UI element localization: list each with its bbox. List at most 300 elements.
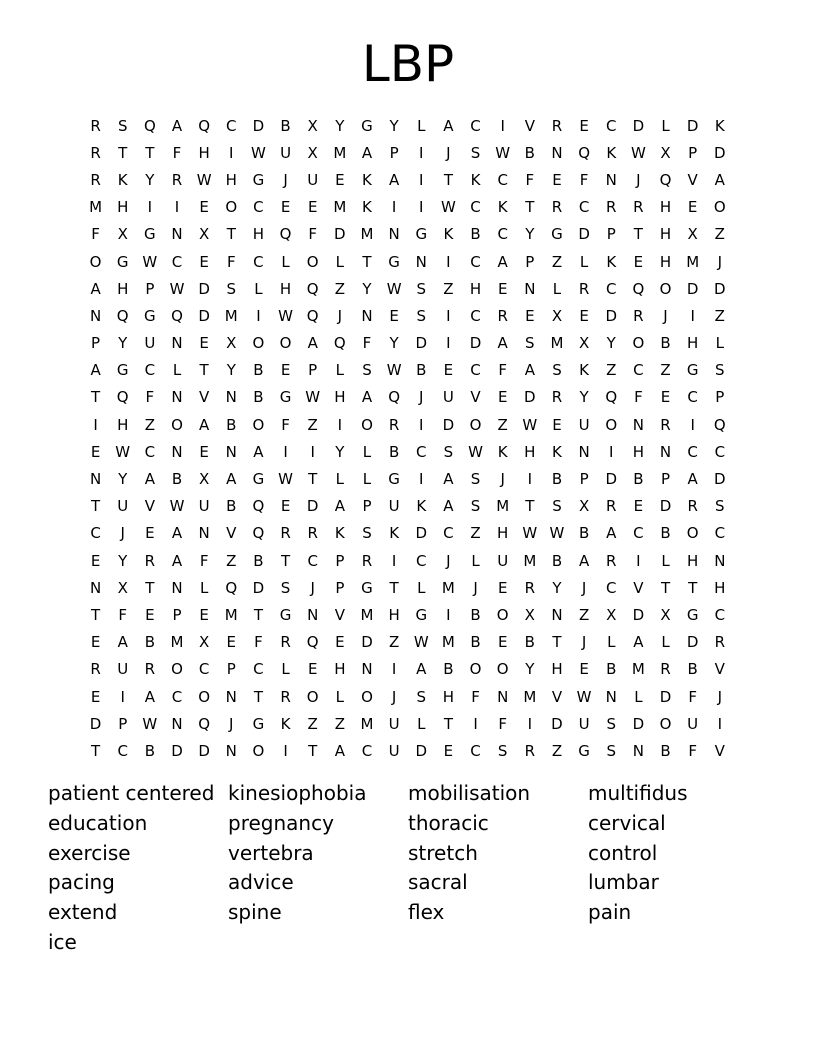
grid-letter[interactable]: G bbox=[252, 714, 265, 733]
grid-letter[interactable]: G bbox=[686, 605, 699, 624]
grid-letter[interactable]: A bbox=[443, 497, 454, 516]
grid-letter[interactable]: X bbox=[660, 143, 671, 162]
grid-letter[interactable]: C bbox=[470, 306, 481, 325]
grid-letter[interactable]: Z bbox=[334, 279, 345, 298]
grid-letter[interactable]: D bbox=[632, 714, 645, 733]
grid-letter[interactable]: O bbox=[279, 334, 292, 353]
grid-letter[interactable]: H bbox=[551, 660, 563, 679]
grid-letter[interactable]: R bbox=[633, 198, 644, 217]
grid-letter[interactable]: B bbox=[660, 741, 671, 760]
grid-letter[interactable]: S bbox=[470, 143, 481, 162]
grid-letter[interactable]: O bbox=[198, 687, 211, 706]
grid-letter[interactable]: M bbox=[441, 633, 455, 652]
grid-letter[interactable]: E bbox=[443, 361, 454, 380]
grid-letter[interactable]: N bbox=[415, 252, 427, 271]
grid-letter[interactable]: H bbox=[279, 279, 292, 298]
grid-letter[interactable]: S bbox=[497, 741, 508, 760]
grid-letter[interactable]: N bbox=[171, 578, 183, 597]
grid-letter[interactable]: D bbox=[171, 741, 183, 760]
grid-letter[interactable]: C bbox=[226, 116, 237, 135]
grid-letter[interactable]: R bbox=[144, 660, 156, 679]
grid-letter[interactable]: A bbox=[714, 170, 725, 189]
grid-letter[interactable]: A bbox=[633, 633, 644, 652]
grid-letter[interactable]: E bbox=[90, 551, 101, 570]
grid-letter[interactable]: M bbox=[523, 687, 537, 706]
grid-letter[interactable]: I bbox=[93, 415, 98, 434]
grid-letter[interactable]: B bbox=[416, 361, 427, 380]
grid-letter[interactable]: Y bbox=[389, 116, 399, 135]
grid-letter[interactable]: C bbox=[714, 524, 726, 543]
grid-letter[interactable]: B bbox=[253, 388, 264, 407]
grid-letter[interactable]: I bbox=[690, 306, 695, 325]
grid-letter[interactable]: P bbox=[335, 578, 345, 597]
grid-letter[interactable]: T bbox=[362, 252, 372, 271]
grid-letter[interactable]: X bbox=[687, 225, 698, 244]
grid-letter[interactable]: C bbox=[497, 170, 508, 189]
grid-letter[interactable]: V bbox=[633, 578, 644, 597]
grid-letter[interactable]: N bbox=[714, 551, 726, 570]
grid-letter[interactable]: V bbox=[470, 388, 481, 407]
grid-letter[interactable]: H bbox=[117, 415, 129, 434]
grid-letter[interactable]: C bbox=[361, 741, 373, 760]
grid-letter[interactable]: X bbox=[117, 225, 128, 244]
grid-letter[interactable]: X bbox=[578, 334, 590, 353]
grid-letter[interactable]: Y bbox=[226, 361, 236, 380]
grid-letter[interactable]: L bbox=[335, 470, 345, 489]
grid-letter[interactable]: R bbox=[524, 741, 536, 760]
grid-letter[interactable]: E bbox=[280, 198, 291, 217]
grid-letter[interactable]: C bbox=[171, 252, 183, 271]
grid-letter[interactable]: U bbox=[388, 714, 400, 733]
grid-letter[interactable]: F bbox=[525, 170, 535, 189]
grid-letter[interactable]: K bbox=[362, 198, 372, 217]
grid-letter[interactable]: S bbox=[443, 442, 454, 461]
grid-letter[interactable]: N bbox=[605, 687, 617, 706]
grid-letter[interactable]: Q bbox=[252, 497, 265, 516]
grid-letter[interactable]: O bbox=[686, 524, 699, 543]
grid-letter[interactable]: E bbox=[145, 605, 155, 624]
grid-letter[interactable]: C bbox=[307, 551, 318, 570]
grid-letter[interactable]: G bbox=[388, 252, 400, 271]
grid-letter[interactable]: Y bbox=[389, 334, 399, 353]
grid-letter[interactable]: L bbox=[634, 687, 643, 706]
grid-letter[interactable]: E bbox=[90, 442, 101, 461]
grid-letter[interactable]: G bbox=[116, 361, 129, 380]
grid-letter[interactable]: N bbox=[225, 741, 237, 760]
grid-letter[interactable]: E bbox=[307, 660, 318, 679]
grid-letter[interactable]: X bbox=[524, 605, 535, 624]
grid-letter[interactable]: M bbox=[170, 633, 184, 652]
grid-letter[interactable]: P bbox=[389, 143, 399, 162]
grid-letter[interactable]: A bbox=[443, 470, 454, 489]
grid-letter[interactable]: O bbox=[605, 415, 618, 434]
grid-letter[interactable]: W bbox=[142, 252, 158, 271]
grid-letter[interactable]: N bbox=[632, 415, 644, 434]
grid-letter[interactable]: K bbox=[280, 714, 291, 733]
grid-letter[interactable]: L bbox=[362, 470, 372, 489]
grid-letter[interactable]: R bbox=[551, 116, 563, 135]
grid-letter[interactable]: H bbox=[632, 442, 645, 461]
grid-letter[interactable]: Q bbox=[578, 143, 590, 162]
grid-letter[interactable]: A bbox=[144, 470, 155, 489]
grid-letter[interactable]: A bbox=[361, 143, 373, 162]
grid-letter[interactable]: N bbox=[632, 741, 644, 760]
grid-letter[interactable]: O bbox=[469, 415, 482, 434]
grid-letter[interactable]: N bbox=[171, 388, 183, 407]
grid-letter[interactable]: G bbox=[144, 306, 156, 325]
grid-letter[interactable]: O bbox=[496, 605, 509, 624]
grid-letter[interactable]: J bbox=[500, 470, 505, 489]
grid-letter[interactable]: I bbox=[473, 714, 478, 733]
grid-letter[interactable]: J bbox=[663, 306, 668, 325]
grid-letter[interactable]: B bbox=[280, 116, 291, 135]
grid-letter[interactable]: C bbox=[606, 578, 617, 597]
grid-letter[interactable]: A bbox=[90, 279, 101, 298]
grid-letter[interactable]: I bbox=[636, 551, 641, 570]
grid-letter[interactable]: P bbox=[606, 225, 616, 244]
grid-letter[interactable]: Z bbox=[660, 361, 671, 380]
grid-letter[interactable]: V bbox=[524, 116, 535, 135]
grid-letter[interactable]: M bbox=[496, 497, 510, 516]
grid-letter[interactable]: V bbox=[714, 660, 725, 679]
grid-letter[interactable]: X bbox=[198, 633, 210, 652]
grid-letter[interactable]: E bbox=[579, 660, 589, 679]
grid-letter[interactable]: L bbox=[335, 687, 345, 706]
grid-letter[interactable]: C bbox=[443, 524, 454, 543]
grid-letter[interactable]: K bbox=[579, 361, 590, 380]
grid-letter[interactable]: I bbox=[229, 143, 234, 162]
grid-letter[interactable]: N bbox=[225, 687, 237, 706]
grid-letter[interactable]: F bbox=[199, 551, 209, 570]
grid-letter[interactable]: F bbox=[172, 143, 182, 162]
grid-letter[interactable]: C bbox=[470, 116, 481, 135]
grid-letter[interactable]: E bbox=[443, 741, 454, 760]
grid-letter[interactable]: M bbox=[360, 225, 374, 244]
grid-letter[interactable]: G bbox=[686, 361, 699, 380]
grid-letter[interactable]: I bbox=[527, 714, 533, 733]
grid-letter[interactable]: I bbox=[419, 170, 424, 189]
grid-letter[interactable]: T bbox=[280, 551, 291, 570]
grid-letter[interactable]: Q bbox=[171, 306, 183, 325]
grid-letter[interactable]: Z bbox=[307, 415, 318, 434]
grid-letter[interactable]: B bbox=[606, 660, 617, 679]
grid-letter[interactable]: W bbox=[250, 143, 266, 162]
grid-letter[interactable]: L bbox=[417, 116, 426, 135]
grid-letter[interactable]: X bbox=[307, 143, 318, 162]
grid-letter[interactable]: O bbox=[496, 660, 509, 679]
grid-letter[interactable]: N bbox=[551, 143, 563, 162]
grid-letter[interactable]: T bbox=[443, 714, 453, 733]
grid-letter[interactable]: L bbox=[417, 578, 426, 597]
grid-letter[interactable]: C bbox=[470, 361, 481, 380]
grid-letter[interactable]: B bbox=[524, 633, 535, 652]
grid-letter[interactable]: C bbox=[687, 388, 698, 407]
grid-letter[interactable]: W bbox=[169, 279, 185, 298]
grid-letter[interactable]: S bbox=[416, 279, 427, 298]
grid-letter[interactable]: D bbox=[551, 714, 563, 733]
grid-letter[interactable]: Q bbox=[252, 524, 265, 543]
grid-letter[interactable]: N bbox=[171, 225, 183, 244]
grid-letter[interactable]: U bbox=[578, 714, 590, 733]
grid-letter[interactable]: H bbox=[334, 660, 346, 679]
grid-letter[interactable]: R bbox=[280, 633, 291, 652]
grid-letter[interactable]: Z bbox=[443, 279, 454, 298]
grid-letter[interactable]: Y bbox=[335, 442, 345, 461]
grid-letter[interactable]: M bbox=[523, 551, 537, 570]
grid-letter[interactable]: U bbox=[307, 170, 319, 189]
grid-letter[interactable]: P bbox=[226, 660, 236, 679]
grid-letter[interactable]: W bbox=[630, 143, 646, 162]
grid-letter[interactable]: B bbox=[253, 551, 264, 570]
grid-letter[interactable]: U bbox=[198, 497, 210, 516]
grid-letter[interactable]: Q bbox=[659, 170, 672, 189]
grid-letter[interactable]: K bbox=[606, 252, 617, 271]
grid-letter[interactable]: Y bbox=[335, 116, 345, 135]
grid-letter[interactable]: C bbox=[144, 442, 156, 461]
grid-letter[interactable]: S bbox=[470, 497, 481, 516]
grid-letter[interactable]: B bbox=[171, 470, 183, 489]
grid-letter[interactable]: T bbox=[90, 605, 101, 624]
grid-letter[interactable]: O bbox=[225, 198, 238, 217]
grid-letter[interactable]: D bbox=[306, 497, 319, 516]
grid-letter[interactable]: H bbox=[225, 170, 237, 189]
grid-letter[interactable]: N bbox=[497, 687, 509, 706]
grid-letter[interactable]: D bbox=[252, 578, 265, 597]
grid-letter[interactable]: R bbox=[551, 198, 563, 217]
grid-letter[interactable]: J bbox=[310, 578, 315, 597]
grid-letter[interactable]: Y bbox=[118, 334, 128, 353]
grid-letter[interactable]: L bbox=[335, 252, 345, 271]
grid-letter[interactable]: L bbox=[362, 442, 372, 461]
grid-letter[interactable]: Q bbox=[306, 279, 319, 298]
grid-letter[interactable]: O bbox=[659, 714, 672, 733]
grid-letter[interactable]: W bbox=[522, 415, 538, 434]
grid-letter[interactable]: G bbox=[415, 605, 428, 624]
grid-letter[interactable]: S bbox=[226, 279, 237, 298]
grid-letter[interactable]: G bbox=[551, 225, 563, 244]
grid-letter[interactable]: M bbox=[89, 198, 103, 217]
grid-letter[interactable]: I bbox=[446, 252, 451, 271]
grid-letter[interactable]: Q bbox=[632, 279, 645, 298]
grid-letter[interactable]: U bbox=[497, 551, 509, 570]
grid-letter[interactable]: R bbox=[90, 116, 101, 135]
grid-letter[interactable]: G bbox=[415, 225, 428, 244]
grid-letter[interactable]: Y bbox=[525, 225, 535, 244]
grid-letter[interactable]: D bbox=[442, 415, 455, 434]
grid-letter[interactable]: X bbox=[198, 470, 210, 489]
grid-letter[interactable]: J bbox=[473, 578, 478, 597]
grid-letter[interactable]: Q bbox=[198, 116, 211, 135]
grid-letter[interactable]: I bbox=[391, 660, 397, 679]
grid-letter[interactable]: A bbox=[388, 170, 400, 189]
grid-letter[interactable]: F bbox=[688, 741, 697, 760]
grid-letter[interactable]: Q bbox=[143, 116, 156, 135]
grid-letter[interactable]: C bbox=[470, 741, 481, 760]
grid-letter[interactable]: Q bbox=[306, 306, 319, 325]
grid-letter[interactable]: V bbox=[334, 605, 345, 624]
grid-letter[interactable]: I bbox=[283, 741, 288, 760]
grid-letter[interactable]: S bbox=[606, 714, 616, 733]
grid-letter[interactable]: C bbox=[416, 442, 427, 461]
grid-letter[interactable]: X bbox=[606, 605, 617, 624]
grid-letter[interactable]: D bbox=[686, 279, 699, 298]
grid-letter[interactable]: J bbox=[120, 524, 125, 543]
grid-letter[interactable]: Z bbox=[714, 225, 725, 244]
grid-letter[interactable]: X bbox=[117, 578, 128, 597]
grid-letter[interactable]: A bbox=[606, 524, 617, 543]
grid-letter[interactable]: Q bbox=[713, 415, 726, 434]
grid-letter[interactable]: D bbox=[198, 279, 210, 298]
grid-letter[interactable]: I bbox=[391, 551, 397, 570]
grid-letter[interactable]: I bbox=[419, 470, 424, 489]
grid-letter[interactable]: R bbox=[606, 497, 617, 516]
grid-letter[interactable]: Y bbox=[145, 170, 155, 189]
grid-letter[interactable]: B bbox=[443, 660, 454, 679]
grid-letter[interactable]: V bbox=[144, 497, 155, 516]
grid-letter[interactable]: P bbox=[145, 279, 155, 298]
grid-letter[interactable]: E bbox=[497, 633, 508, 652]
grid-letter[interactable]: S bbox=[362, 524, 372, 543]
grid-letter[interactable]: F bbox=[308, 225, 318, 244]
grid-letter[interactable]: C bbox=[198, 660, 210, 679]
grid-letter[interactable]: I bbox=[500, 116, 505, 135]
grid-letter[interactable]: I bbox=[446, 306, 451, 325]
grid-letter[interactable]: S bbox=[552, 497, 562, 516]
grid-letter[interactable]: E bbox=[497, 279, 508, 298]
grid-letter[interactable]: J bbox=[717, 252, 723, 271]
grid-letter[interactable]: W bbox=[305, 388, 321, 407]
grid-letter[interactable]: A bbox=[334, 741, 345, 760]
grid-letter[interactable]: E bbox=[199, 442, 209, 461]
grid-letter[interactable]: R bbox=[388, 415, 400, 434]
grid-letter[interactable]: J bbox=[581, 633, 587, 652]
grid-letter[interactable]: J bbox=[337, 306, 343, 325]
grid-letter[interactable]: H bbox=[469, 279, 482, 298]
grid-letter[interactable]: T bbox=[308, 470, 318, 489]
grid-letter[interactable]: F bbox=[362, 334, 372, 353]
grid-letter[interactable]: G bbox=[252, 470, 265, 489]
grid-letter[interactable]: Q bbox=[279, 225, 292, 244]
grid-letter[interactable]: R bbox=[307, 524, 318, 543]
grid-letter[interactable]: X bbox=[660, 605, 671, 624]
grid-letter[interactable]: I bbox=[147, 198, 153, 217]
grid-letter[interactable]: J bbox=[636, 170, 641, 189]
grid-letter[interactable]: D bbox=[714, 470, 726, 489]
grid-letter[interactable]: U bbox=[117, 497, 129, 516]
grid-letter[interactable]: S bbox=[117, 116, 128, 135]
grid-letter[interactable]: P bbox=[362, 497, 372, 516]
grid-letter[interactable]: Z bbox=[606, 361, 617, 380]
grid-letter[interactable]: W bbox=[386, 279, 402, 298]
grid-letter[interactable]: C bbox=[633, 524, 644, 543]
grid-letter[interactable]: T bbox=[633, 225, 643, 244]
grid-letter[interactable]: G bbox=[361, 116, 373, 135]
grid-letter[interactable]: A bbox=[443, 116, 454, 135]
grid-letter[interactable]: F bbox=[634, 388, 643, 407]
grid-letter[interactable]: T bbox=[118, 143, 128, 162]
grid-letter[interactable]: K bbox=[334, 524, 345, 543]
grid-letter[interactable]: L bbox=[661, 116, 670, 135]
grid-letter[interactable]: K bbox=[362, 170, 372, 189]
grid-letter[interactable]: B bbox=[551, 470, 563, 489]
grid-letter[interactable]: D bbox=[469, 334, 482, 353]
grid-letter[interactable]: B bbox=[388, 442, 400, 461]
grid-letter[interactable]: N bbox=[171, 442, 183, 461]
grid-letter[interactable]: C bbox=[253, 198, 264, 217]
grid-letter[interactable]: H bbox=[524, 442, 536, 461]
grid-letter[interactable]: C bbox=[90, 524, 101, 543]
grid-letter[interactable]: G bbox=[388, 470, 400, 489]
grid-letter[interactable]: K bbox=[714, 116, 725, 135]
grid-letter[interactable]: Y bbox=[606, 334, 616, 353]
grid-letter[interactable]: A bbox=[117, 633, 128, 652]
grid-letter[interactable]: D bbox=[415, 524, 428, 543]
grid-letter[interactable]: Z bbox=[551, 741, 563, 760]
grid-letter[interactable]: E bbox=[633, 497, 644, 516]
grid-letter[interactable]: F bbox=[471, 687, 480, 706]
grid-letter[interactable]: Q bbox=[333, 334, 346, 353]
grid-letter[interactable]: S bbox=[525, 334, 535, 353]
grid-letter[interactable]: C bbox=[578, 198, 590, 217]
grid-letter[interactable]: L bbox=[172, 361, 182, 380]
grid-letter[interactable]: N bbox=[605, 170, 617, 189]
grid-letter[interactable]: E bbox=[90, 687, 101, 706]
grid-letter[interactable]: N bbox=[388, 225, 400, 244]
grid-letter[interactable]: T bbox=[660, 578, 671, 597]
grid-letter[interactable]: W bbox=[522, 524, 538, 543]
grid-letter[interactable]: A bbox=[171, 116, 183, 135]
grid-letter[interactable]: S bbox=[552, 361, 562, 380]
grid-letter[interactable]: J bbox=[446, 551, 451, 570]
grid-letter[interactable]: R bbox=[714, 633, 726, 652]
grid-letter[interactable]: A bbox=[253, 442, 264, 461]
grid-letter[interactable]: B bbox=[470, 605, 481, 624]
grid-letter[interactable]: U bbox=[117, 660, 129, 679]
grid-letter[interactable]: W bbox=[413, 633, 429, 652]
grid-letter[interactable]: H bbox=[388, 605, 400, 624]
grid-letter[interactable]: O bbox=[306, 687, 319, 706]
grid-letter[interactable]: Y bbox=[579, 388, 589, 407]
grid-letter[interactable]: V bbox=[687, 170, 698, 189]
grid-letter[interactable]: O bbox=[659, 279, 672, 298]
grid-letter[interactable]: M bbox=[333, 143, 347, 162]
grid-letter[interactable]: F bbox=[226, 252, 236, 271]
grid-letter[interactable]: R bbox=[551, 388, 563, 407]
grid-letter[interactable]: H bbox=[117, 198, 129, 217]
grid-letter[interactable]: D bbox=[714, 143, 726, 162]
grid-letter[interactable]: I bbox=[446, 334, 451, 353]
grid-letter[interactable]: L bbox=[199, 578, 209, 597]
grid-letter[interactable]: P bbox=[579, 470, 589, 489]
grid-letter[interactable]: R bbox=[90, 170, 101, 189]
grid-letter[interactable]: U bbox=[687, 714, 699, 733]
grid-letter[interactable]: Q bbox=[116, 388, 129, 407]
grid-letter[interactable]: B bbox=[660, 334, 671, 353]
grid-letter[interactable]: L bbox=[661, 551, 670, 570]
grid-letter[interactable]: J bbox=[391, 687, 397, 706]
grid-letter[interactable]: O bbox=[252, 334, 265, 353]
grid-letter[interactable]: C bbox=[416, 551, 427, 570]
grid-letter[interactable]: T bbox=[525, 198, 535, 217]
grid-letter[interactable]: H bbox=[252, 225, 265, 244]
grid-letter[interactable]: R bbox=[660, 415, 671, 434]
grid-letter[interactable]: R bbox=[90, 660, 101, 679]
grid-letter[interactable]: R bbox=[633, 306, 644, 325]
grid-letter[interactable]: E bbox=[90, 633, 101, 652]
grid-letter[interactable]: Z bbox=[714, 306, 725, 325]
grid-letter[interactable]: Q bbox=[306, 633, 319, 652]
grid-letter[interactable]: A bbox=[416, 660, 427, 679]
